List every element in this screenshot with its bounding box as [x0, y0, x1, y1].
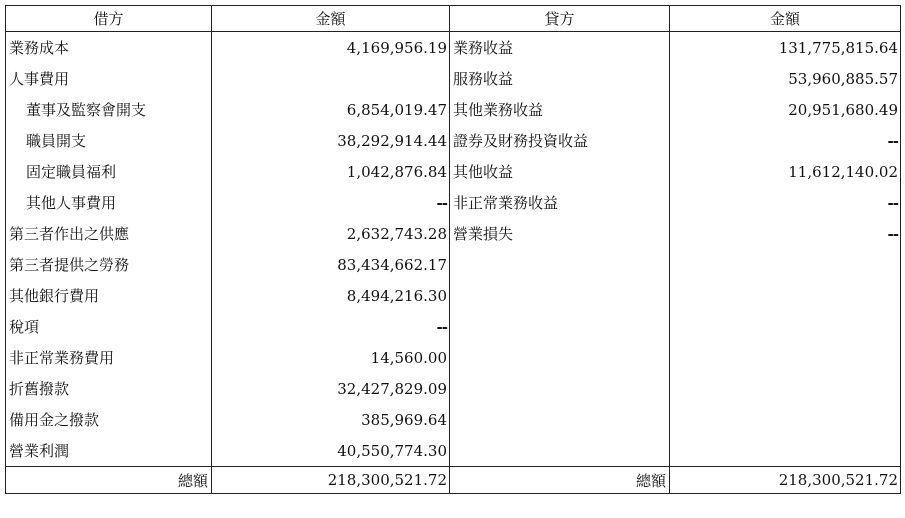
debit-total-label: 總額 [6, 467, 212, 494]
table-row [6, 125, 901, 156]
debit-amount: 38,292,914.44 [212, 125, 450, 156]
debit-credit-table [5, 5, 901, 494]
credit-amount [670, 342, 901, 373]
credit-label: 證券及財務投資收益 [450, 125, 670, 156]
table-row [6, 311, 901, 342]
table-row [6, 218, 901, 249]
credit-amount: 11,612,140.02 [670, 156, 901, 187]
debit-amount: 14,560.00 [212, 342, 450, 373]
credit-amount: -- [670, 218, 901, 249]
debit-amount: 4,169,956.19 [212, 32, 450, 64]
table-row [6, 32, 901, 64]
debit-amount: 385,969.64 [212, 404, 450, 435]
debit-total-amount: 218,300,521.72 [212, 467, 450, 494]
credit-amount: -- [670, 187, 901, 218]
table-header-row [6, 6, 901, 32]
credit-label [450, 249, 670, 280]
credit-label: 其他收益 [450, 156, 670, 187]
credit-label [450, 280, 670, 311]
debit-label: 折舊撥款 [6, 373, 212, 404]
table-row [6, 342, 901, 373]
credit-amount: 53,960,885.57 [670, 63, 901, 94]
debit-amount: 6,854,019.47 [212, 94, 450, 125]
debit-label: 其他銀行費用 [6, 280, 212, 311]
credit-amount [670, 404, 901, 435]
credit-label [450, 311, 670, 342]
credit-amount: -- [670, 125, 901, 156]
credit-label [450, 435, 670, 467]
table-row [6, 280, 901, 311]
debit-amount: -- [212, 187, 450, 218]
debit-amount: 2,632,743.28 [212, 218, 450, 249]
credit-label: 非正常業務收益 [450, 187, 670, 218]
credit-label: 業務收益 [450, 32, 670, 64]
debit-label: 其他人事費用 [6, 187, 212, 218]
header-credit: 貸方 [450, 6, 670, 32]
credit-amount: 131,775,815.64 [670, 32, 901, 64]
credit-label: 其他業務收益 [450, 94, 670, 125]
debit-amount [212, 63, 450, 94]
credit-amount [670, 280, 901, 311]
table-row [6, 435, 901, 467]
debit-label: 營業利潤 [6, 435, 212, 467]
header-debit-amount: 金額 [212, 6, 450, 32]
debit-amount: -- [212, 311, 450, 342]
table-row [6, 404, 901, 435]
credit-label [450, 342, 670, 373]
credit-total-label: 總額 [450, 467, 670, 494]
credit-amount: 20,951,680.49 [670, 94, 901, 125]
debit-label: 業務成本 [6, 32, 212, 64]
debit-label: 固定職員福利 [6, 156, 212, 187]
credit-amount [670, 249, 901, 280]
debit-amount: 8,494,216.30 [212, 280, 450, 311]
debit-label: 稅項 [6, 311, 212, 342]
credit-total-amount: 218,300,521.72 [670, 467, 901, 494]
credit-label [450, 373, 670, 404]
table-row [6, 187, 901, 218]
table-row [6, 63, 901, 94]
debit-label: 備用金之撥款 [6, 404, 212, 435]
debit-label: 職員開支 [6, 125, 212, 156]
debit-label: 第三者作出之供應 [6, 218, 212, 249]
debit-amount: 40,550,774.30 [212, 435, 450, 467]
table-row [6, 373, 901, 404]
header-credit-amount: 金額 [670, 6, 901, 32]
debit-label: 第三者提供之勞務 [6, 249, 212, 280]
credit-amount [670, 435, 901, 467]
credit-label [450, 404, 670, 435]
credit-label: 營業損失 [450, 218, 670, 249]
total-row [6, 467, 901, 494]
debit-amount: 1,042,876.84 [212, 156, 450, 187]
income-statement-sheet [5, 5, 900, 510]
table-row [6, 249, 901, 280]
credit-label: 服務收益 [450, 63, 670, 94]
table-row [6, 94, 901, 125]
debit-amount: 32,427,829.09 [212, 373, 450, 404]
header-debit: 借方 [6, 6, 212, 32]
credit-amount [670, 311, 901, 342]
debit-label: 非正常業務費用 [6, 342, 212, 373]
debit-label: 人事費用 [6, 63, 212, 94]
table-row [6, 156, 901, 187]
debit-amount: 83,434,662.17 [212, 249, 450, 280]
credit-amount [670, 373, 901, 404]
debit-label: 董事及監察會開支 [6, 94, 212, 125]
